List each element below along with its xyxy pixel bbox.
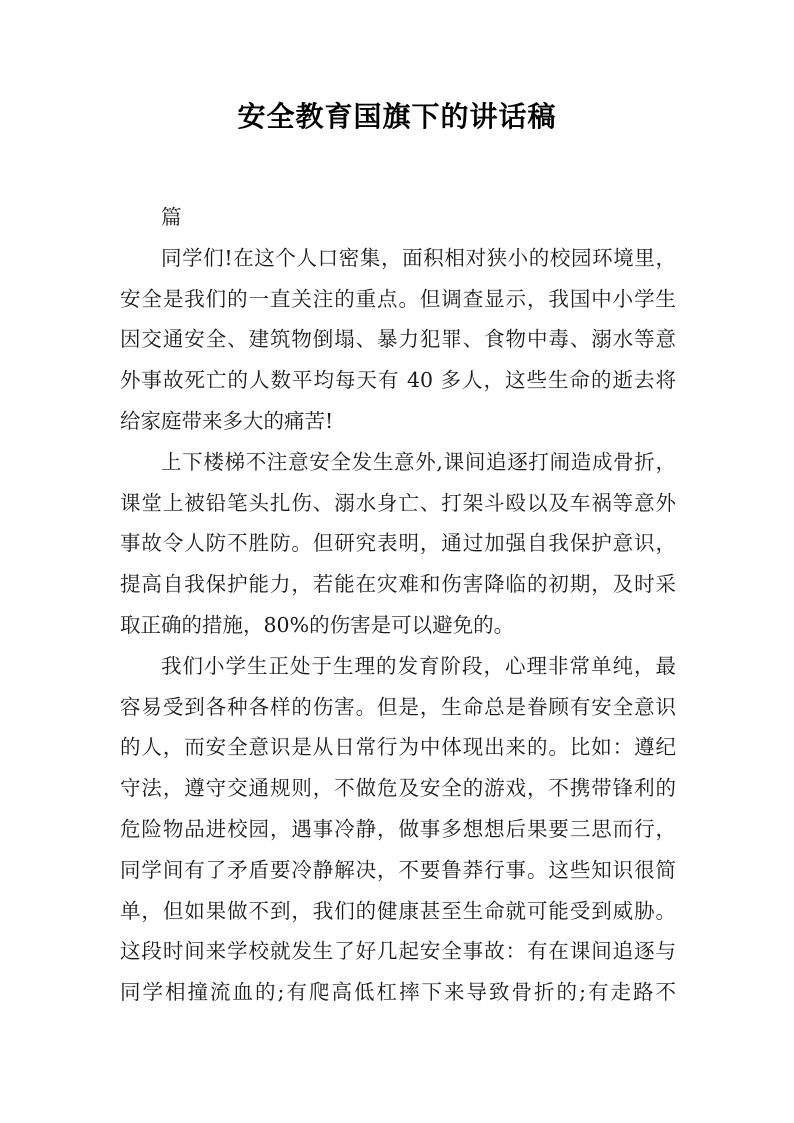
text-line: 给家庭带来多大的痛苦! <box>120 408 334 433</box>
text-line: 同学间有了矛盾要冷静解决，不要鲁莽行事。这些知识很简 <box>120 857 676 882</box>
text-line: 安全是我们的一直关注的重点。但调查显示，我国中小学生 <box>120 286 676 311</box>
text-line: 单，但如果做不到，我们的健康甚至生命就可能受到威胁。 <box>120 898 676 923</box>
text-line: 这段时间来学校就发生了好几起安全事故：有在课间追逐与 <box>120 939 676 964</box>
text-line: 事故令人防不胜防。但研究表明，通过加强自我保护意识， <box>120 531 676 556</box>
section-label: 篇 <box>161 205 182 229</box>
text-line: 课堂上被铅笔头扎伤、溺水身亡、打架斗殴以及车祸等意外 <box>120 490 676 515</box>
document-body <box>120 197 676 1013</box>
text-line: 我们小学生正处于生理的发育阶段，心理非常单纯，最 <box>161 653 676 678</box>
text-line: 同学相撞流血的;有爬高低杠摔下来导致骨折的;有走路不 <box>120 980 676 1005</box>
document-title: 安全教育国旗下的讲话稿 <box>237 100 557 133</box>
text-line: 的人，而安全意识是从日常行为中体现出来的。比如：遵纪 <box>120 735 676 760</box>
text-line: 上下楼梯不注意安全发生意外,课间追逐打闹造成骨折， <box>161 449 676 474</box>
text-line: 守法，遵守交通规则，不做危及安全的游戏，不携带锋利的 <box>120 776 676 801</box>
text-line: 危险物品进校园，遇事冷静，做事多想想后果要三思而行， <box>120 816 676 841</box>
text-line: 提高自我保护能力，若能在灾难和伤害降临的初期，及时采 <box>120 572 676 597</box>
paragraph-lines <box>120 238 676 1013</box>
text-line: 同学们!在这个人口密集，面积相对狭小的校园环境里， <box>161 245 676 270</box>
text-line: 容易受到各种各样的伤害。但是，生命总是眷顾有安全意识 <box>120 694 676 719</box>
text-line: 取正确的措施，80%的伤害是可以避免的。 <box>120 612 515 637</box>
text-line: 因交通安全、建筑物倒塌、暴力犯罪、食物中毒、溺水等意 <box>120 327 676 352</box>
text-line: 外事故死亡的人数平均每天有 40 多人，这些生命的逝去将 <box>120 368 676 393</box>
